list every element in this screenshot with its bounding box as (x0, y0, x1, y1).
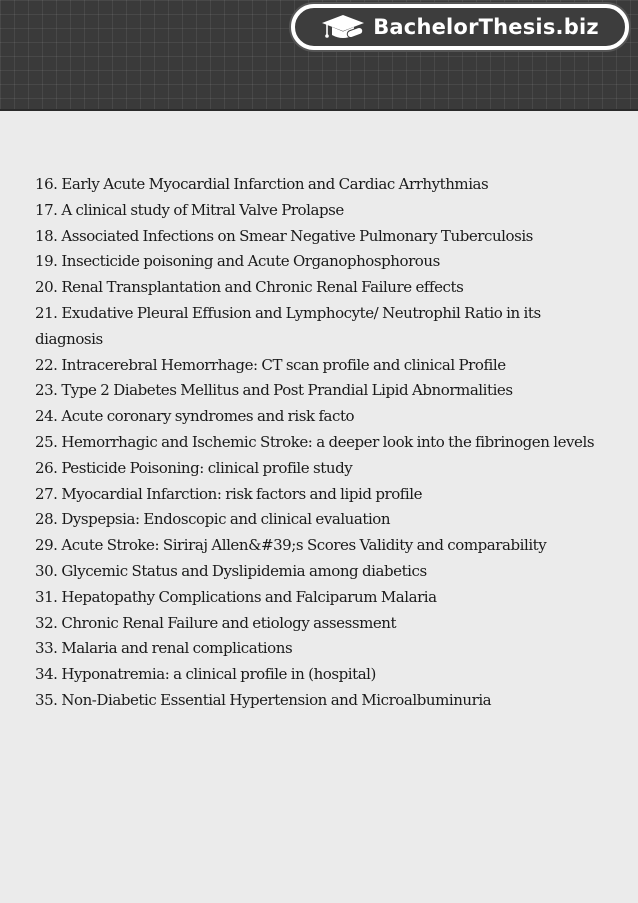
logo-text: BachelorThesis.biz (373, 15, 599, 39)
list-item: 25. Hemorrhagic and Ischemic Stroke: a deeper look into the fibrinogen levels (35, 432, 595, 451)
list-item: 28. Dyspepsia: Endoscopic and clinical evaluation (35, 510, 391, 529)
list-item: 21. Exudative Pleural Effusion and Lymphocyte/ Neutrophil Ratio in its diagnosis (35, 303, 541, 348)
list-item: 31. Hepatopathy Complications and Falciparum Malaria (35, 587, 437, 606)
list-item: 30. Glycemic Status and Dyslipidemia among diabetics (35, 561, 427, 580)
list-item: 24. Acute coronary syndromes and risk facto (35, 407, 355, 426)
topic-list (35, 172, 605, 714)
list-item: 19. Insecticide poisoning and Acute Organophosphorous (35, 252, 440, 271)
list-item: 29. Acute Stroke: Siriraj Allen&#39;s Scores Validity and comparability (35, 536, 547, 555)
list-item: 17. A clinical study of Mitral Valve Prolapse (35, 200, 344, 219)
list-item: 32. Chronic Renal Failure and etiology assessment (35, 613, 397, 632)
list-item: 16. Early Acute Myocardial Infarction and Cardiac Arrhythmias (35, 175, 489, 193)
list-item: 22. Intracerebral Hemorrhage: CT scan profile and clinical Profile (35, 355, 506, 374)
site-logo[interactable] (291, 4, 629, 50)
list-item: 26. Pesticide Poisoning: clinical profile study (35, 458, 353, 477)
logo-content (321, 12, 599, 42)
list-item: 23. Type 2 Diabetes Mellitus and Post Prandial Lipid Abnormalities (35, 381, 513, 400)
list-item: 34. Hyponatremia: a clinical profile in (hospital) (35, 665, 376, 684)
page-header (0, 0, 638, 111)
list-item: 27. Myocardial Infarction: risk factors and lipid profile (35, 484, 423, 503)
graduation-cap-icon (321, 12, 365, 42)
list-item: 33. Malaria and renal complications (35, 639, 293, 658)
list-item: 18. Associated Infections on Smear Negative Pulmonary Tuberculosis (35, 226, 533, 245)
list-item: 35. Non-Diabetic Essential Hypertension and Microalbuminuria (35, 690, 492, 709)
list-item: 20. Renal Transplantation and Chronic Renal Failure effects (35, 278, 464, 297)
